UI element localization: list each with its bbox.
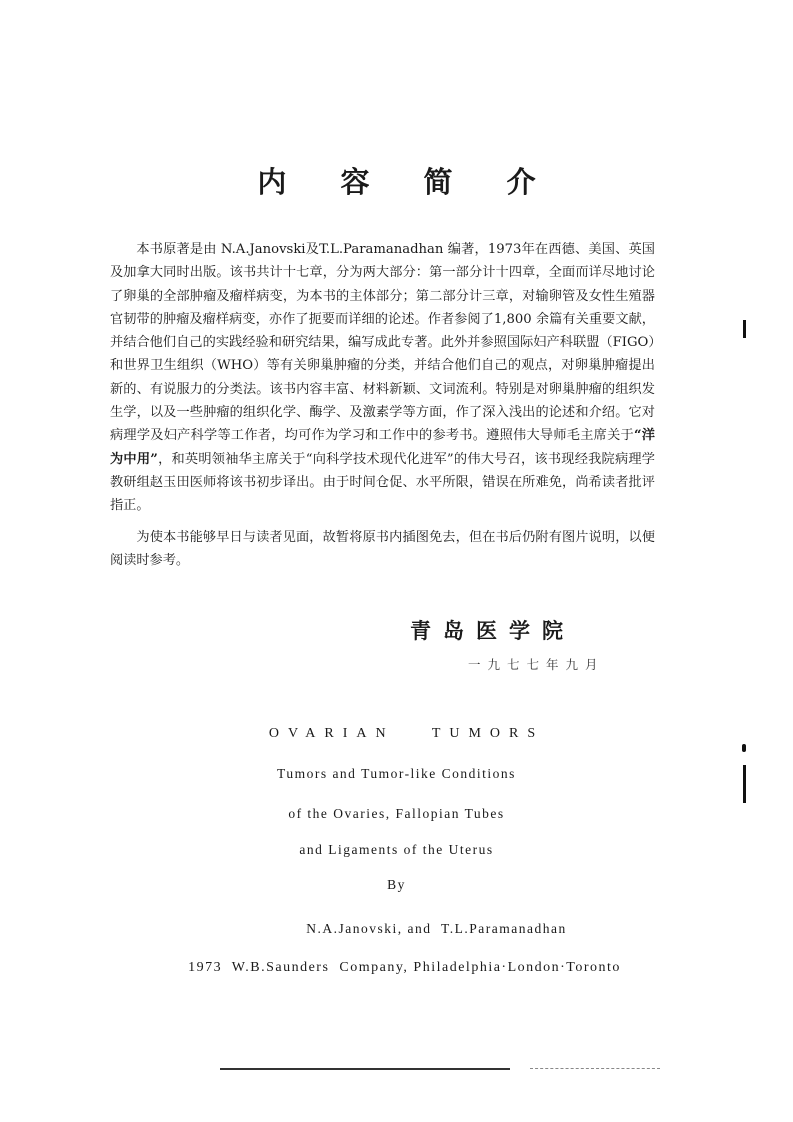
margin-mark	[742, 744, 746, 752]
english-publisher: 1973 W.B.Saunders Company, Philadelphia·London·Toronto	[188, 960, 621, 975]
summary-paragraph-2: 为使本书能够早日与读者见面，故暂将原书内插图免去，但在书后仍附有图片说明，以便阅读时参考。	[110, 529, 655, 568]
english-title: OVARIAN TUMORS	[268, 726, 545, 741]
paragraph-1-main: 本书原著是由 N.A.Janovski及T.L.Paramanadhan 编著，1973年在西德、美国、英国及加拿大同时出版。该书共计十七章，分为两大部分：第一部分计十四章，全面而详尽地讨论了卵巢的全部肿瘤及瘤样病变，为本书的主体部分；第二部分计三章，对输卵管及女性生殖器官韧带的肿瘤及瘤样病变，亦作了扼要而详细的论述。作者参阅了1,800 余篇有关重要文献，并结合他们自己的实践经验和研究结果，编写成此专著。此外并参照国际妇产科联盟（FIGO）和世界卫生组织（WHO）等有关卵巢肿瘤的分类，并结合他们自己的观点，对卵巢肿瘤提出新的、有说服力的分类法。该书内容丰富、材料新颖、文词流利。特别是对卵巢肿瘤的组织发生学，以及一些肿瘤的组织化学、酶学、及激素学等方面，作了深入浅出的论述和介绍。它对病理学及妇产科学等工作者，均可作为学习和工作中的参考书。遵照伟大导师毛主席关于	[110, 242, 655, 444]
english-subtitle-line-1: Tumors and Tumor-like Conditions	[277, 766, 516, 781]
english-subtitle-line-3: and Ligaments of the Uterus	[299, 842, 494, 857]
english-by: By	[387, 877, 406, 892]
organization-name: 青岛医学院	[410, 618, 575, 643]
page-title: 内 容 简 介	[257, 165, 558, 199]
summary-paragraph-1	[110, 238, 655, 518]
english-authors: N.A.Janovski, and T.L.Paramanadhan	[306, 921, 567, 936]
english-subtitle-line-2: of the Ovaries, Fallopian Tubes	[288, 806, 505, 821]
margin-mark	[743, 765, 746, 803]
summary-body	[110, 238, 655, 572]
scan-artifact-dots	[530, 1068, 660, 1070]
scan-artifact-line	[220, 1068, 510, 1070]
publication-date: 一九七七年九月	[468, 657, 605, 672]
paragraph-1-quote: “洋为中用”	[110, 428, 655, 467]
margin-mark	[743, 320, 746, 338]
paragraph-1-tail: ，和英明领袖华主席关于“向科学技术现代化进军”的伟大号召，该书现经我院病理学教研组赵玉田医师将该书初步译出。由于时间仓促、水平所限，错误在所难免，尚希读者批评指正。	[110, 451, 655, 514]
